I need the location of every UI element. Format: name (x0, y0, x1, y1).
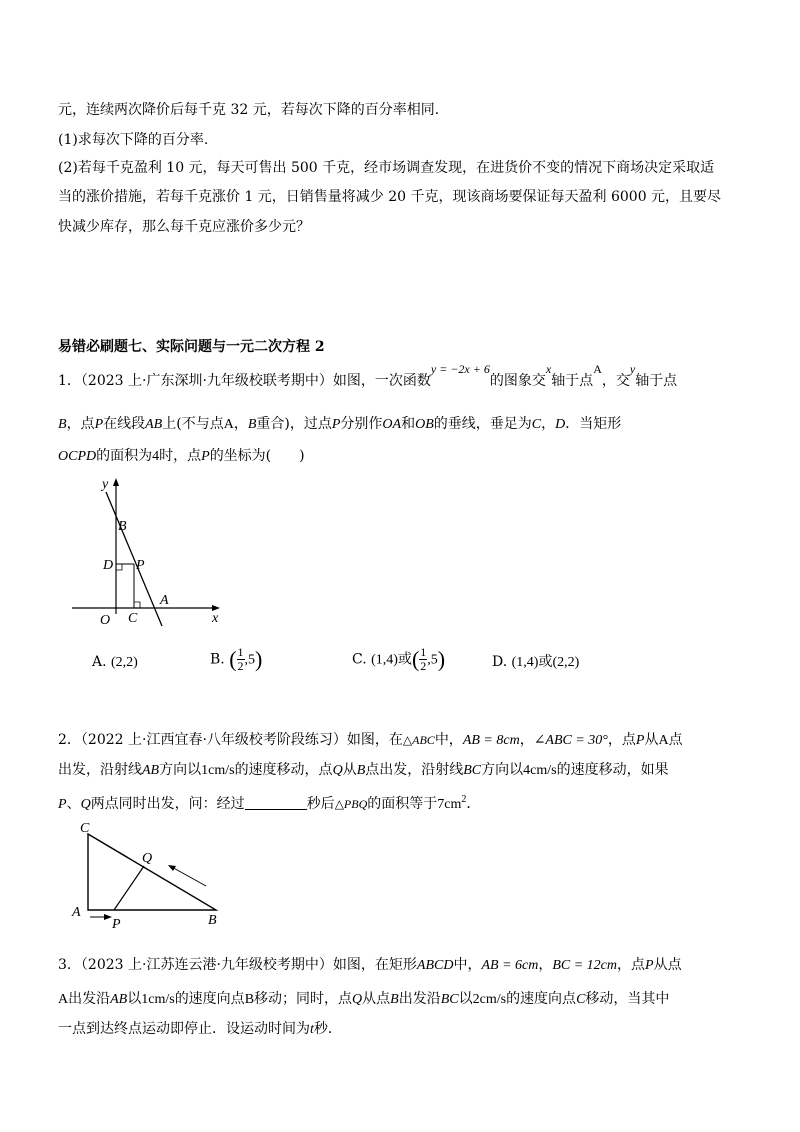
q3-line-3 (58, 1019, 342, 1040)
q1-text: 轴于点 (551, 373, 594, 389)
q1-ab: AB (145, 417, 163, 432)
segment-pq (114, 866, 144, 910)
q1-b: B (58, 417, 67, 432)
q2-text: 点出发，沿射线 (365, 762, 464, 778)
q-direction-arrow-icon (170, 866, 206, 886)
q2-text: 两点同时出发，问：经过 (90, 796, 245, 812)
q2-q: Q (80, 797, 91, 812)
q1-four: 4 (152, 449, 160, 464)
fraction-numerator: 1 (237, 645, 244, 659)
q2-b: B (356, 763, 366, 778)
q3-source: （2023 上·江苏连云港·九年级校考期中）如图，在矩形 (80, 957, 417, 973)
q2-area-exp: 2 (461, 794, 467, 805)
option-a-value: (2,2) (111, 655, 138, 670)
option-b-fraction (237, 646, 245, 673)
q3-text: 从点 (362, 991, 391, 1007)
q3-a: A (58, 992, 69, 1007)
q1-text: 的垂线，垂足为 (433, 416, 532, 432)
q3-bc: BC = 12cm (552, 958, 618, 973)
q3-text: 从点 (653, 957, 682, 973)
label-p: P (112, 917, 121, 929)
q1-text: (不与点 (176, 416, 224, 432)
q2-a: A (658, 733, 669, 748)
option-c-label: C. (352, 651, 367, 668)
q1-text: 的面积为 (96, 448, 153, 464)
q1-text: 和 (401, 416, 416, 432)
q2-p: P (635, 733, 645, 748)
option-d-or: 或 (538, 654, 553, 670)
q2-text: 方向以 (481, 762, 524, 778)
q1-text: 的坐标为( ) (209, 448, 305, 464)
q3-p: P (645, 958, 654, 973)
label-a: A (160, 593, 169, 608)
q1-figure (66, 474, 236, 634)
q2-triangle: △ABC (402, 733, 435, 747)
label-p: P (136, 558, 145, 573)
q1-option-c (352, 646, 445, 673)
q2-figure (66, 814, 236, 929)
label-o: O (100, 613, 111, 628)
q3-ab: AB = 6cm (481, 958, 539, 973)
q2-ab: AB = 8cm (462, 733, 520, 748)
option-c-or: 或 (397, 651, 412, 668)
triangle-abc (88, 834, 216, 910)
q3-speed-1: 1cm/s (141, 992, 175, 1007)
q3-b: B (390, 992, 399, 1007)
fraction-numerator: 1 (420, 645, 427, 659)
q3-text: 中， (453, 957, 482, 973)
prev-line-1: 元，连续两次降价后每千克 32 元，若每次下降的百分率相同. (58, 102, 440, 118)
q1-text: ，点 (66, 416, 95, 432)
q2-text: 、 (66, 796, 81, 812)
q2-angle: ∠ABC = 30° (533, 733, 608, 748)
q1-option-d (492, 652, 579, 673)
label-b: B (118, 519, 127, 534)
q3-b: B (244, 992, 255, 1007)
q2-area: 7cm (437, 797, 462, 812)
q1-d: D (555, 417, 566, 432)
q1-x: x (545, 362, 552, 376)
prev-line-2: (1)求每次下降的百分率. (58, 132, 209, 148)
q2-speed-2: 4cm/s (523, 763, 557, 778)
q2-ab-seg: AB (142, 763, 160, 778)
q1-text: 上 (162, 416, 177, 432)
q3-q: Q (352, 992, 363, 1007)
q2-line-1: 2．（2022 上·江西宜春·八年级校考阶段练习）如图，在△ABC中，AB = 8cm，∠ABC = 30°，点P从A点 (58, 732, 683, 748)
option-b-label: B. (210, 651, 225, 668)
q2-text: 秒后 (306, 796, 335, 812)
q3-ab-seg: AB (110, 992, 128, 1007)
q2-text: 的速度移动，点 (234, 762, 333, 778)
q1-option-b (210, 646, 262, 673)
paren-close: ) (255, 646, 263, 672)
q1-ocpd: OCPD (58, 449, 97, 464)
prev-line-3: (2)若每千克盈利 10 元，每天可售出 500 千克，经市场调查发现，在进货价不变的情况下商场决定采取适 (58, 160, 715, 176)
q1-text: 轴于点 (635, 373, 678, 389)
right-angle-mark-d (116, 564, 122, 570)
answer-blank[interactable] (245, 795, 307, 810)
q3-line-2 (58, 989, 669, 1010)
q2-speed-1: 1cm/s (201, 763, 235, 778)
q1-function: y = −2x + 6 (430, 362, 490, 376)
q3-t: t (310, 1022, 314, 1037)
q1-option-a (92, 652, 138, 673)
q2-q: Q (332, 763, 343, 778)
label-y: y (102, 477, 109, 492)
q2-text: ，点 (607, 732, 636, 748)
q2-line-2 (58, 760, 669, 781)
option-d-value: (2,2) (552, 655, 580, 670)
paren-close: ) (437, 646, 446, 672)
q3-text: 出发沿 (398, 991, 441, 1007)
q2-number: 2． (58, 732, 81, 748)
q3-text: 一点到达终点运动即停止．设运动时间为 (58, 1021, 310, 1037)
right-angle-mark-c (134, 602, 140, 608)
p-arrowhead-icon (104, 914, 112, 920)
q2-text: 中， (434, 732, 463, 748)
q1-text: ，交 (601, 373, 630, 389)
q3-abcd: ABCD (416, 958, 454, 973)
fraction-denominator: 2 (237, 659, 244, 673)
q1-p: P (201, 449, 210, 464)
q1-line-3 (58, 446, 305, 467)
q1-a: A (593, 362, 602, 376)
q1-text: ．当矩形 (565, 416, 622, 432)
q2-text: 的速度移动，如果 (556, 762, 669, 778)
section-title: 易错必刷题七、实际问题与一元二次方程 2 (58, 339, 325, 355)
q1-a: A (223, 417, 234, 432)
label-x: x (212, 611, 219, 626)
q3-text: 秒． (313, 1021, 342, 1037)
q1-text: 的图象交 (489, 373, 546, 389)
q3-text: 的速度向点 (506, 991, 577, 1007)
option-c-pre: (1,4) (371, 652, 398, 668)
q3-text: 移动；同时，点 (254, 991, 353, 1007)
q3-text: 移动，当其中 (585, 991, 670, 1007)
q2-text: 点 (668, 732, 683, 748)
q2-line-3 (58, 790, 480, 815)
label-c: C (80, 821, 90, 836)
prev-line-5: 快减少库存，那么每千克应涨价多少元？ (58, 219, 310, 235)
q2-text: 的面积等于 (367, 796, 438, 812)
q1-b: B (247, 417, 257, 432)
paren-open: ( (229, 646, 237, 672)
q1-text: 重合)，过点 (256, 416, 332, 432)
q3-text: 出发沿 (68, 991, 111, 1007)
paren-open: ( (411, 646, 420, 672)
q1-source: （2023 上·广东深圳·九年级校联考期中）如图，一次函数 (80, 373, 431, 389)
q1-c: C (531, 417, 542, 432)
q3-c: C (576, 992, 586, 1007)
q2-bc: BC (463, 763, 482, 778)
label-q: Q (142, 851, 153, 866)
q1-oa: OA (382, 417, 402, 432)
q3-line-1 (58, 955, 682, 976)
q1-line-2: B，点P在线段AB上(不与点A，B重合)，过点P分别作OA和OB的垂线，垂足为C，D．当矩形 (58, 416, 622, 432)
q1-text: ， (233, 416, 248, 432)
q1-p: P (94, 417, 104, 432)
option-c-tail: ,5 (427, 652, 438, 668)
q1-text: 在线段 (103, 416, 146, 432)
q3-speed-2: 2cm/s (472, 992, 507, 1007)
q1-line-1 (58, 362, 678, 391)
q3-comma: ， (538, 957, 553, 973)
label-b: B (208, 913, 217, 928)
q3-text: 以 (127, 991, 142, 1007)
label-a: A (72, 905, 81, 920)
q3-text: 以 (458, 991, 473, 1007)
q3-bc-seg: BC (440, 992, 459, 1007)
option-d-label: D. (492, 654, 508, 670)
q1-ob: OB (415, 417, 434, 432)
q2-text: 从 (342, 762, 357, 778)
label-d: D (103, 558, 114, 573)
q2-text: ． (466, 796, 481, 812)
q2-text: 方向以 (159, 762, 202, 778)
option-a-label: A. (92, 654, 107, 670)
q3-number: 3． (58, 957, 81, 973)
label-c: C (128, 611, 138, 626)
q1-text: 时，点 (159, 448, 202, 464)
q2-text: 从 (644, 732, 659, 748)
q1-y: y (629, 362, 636, 376)
q1-p: P (331, 417, 341, 432)
prev-line-4: 当的涨价措施，若每千克涨价 1 元，日销售量将减少 20 千克，现该商场要保证每天盈利 6000 元，且要尽 (58, 189, 722, 205)
q1-text: 分别作 (340, 416, 383, 432)
q2-source: （2022 上·江西宜春·八年级校考阶段练习）如图，在 (80, 732, 403, 748)
q2-p: P (58, 797, 67, 812)
q1-number: 1． (58, 373, 81, 389)
option-b-tail: ,5 (244, 652, 256, 668)
y-axis-arrow-icon (113, 478, 119, 486)
q2-text: 出发，沿射线 (58, 762, 142, 778)
q-arrowhead-icon (168, 865, 176, 871)
q2-pbq: △PBQ (334, 797, 368, 811)
fraction-denominator: 2 (420, 659, 427, 673)
q3-text: 的速度向点 (174, 991, 245, 1007)
q3-text: ，点 (617, 957, 646, 973)
option-d-pre: (1,4) (511, 655, 539, 670)
